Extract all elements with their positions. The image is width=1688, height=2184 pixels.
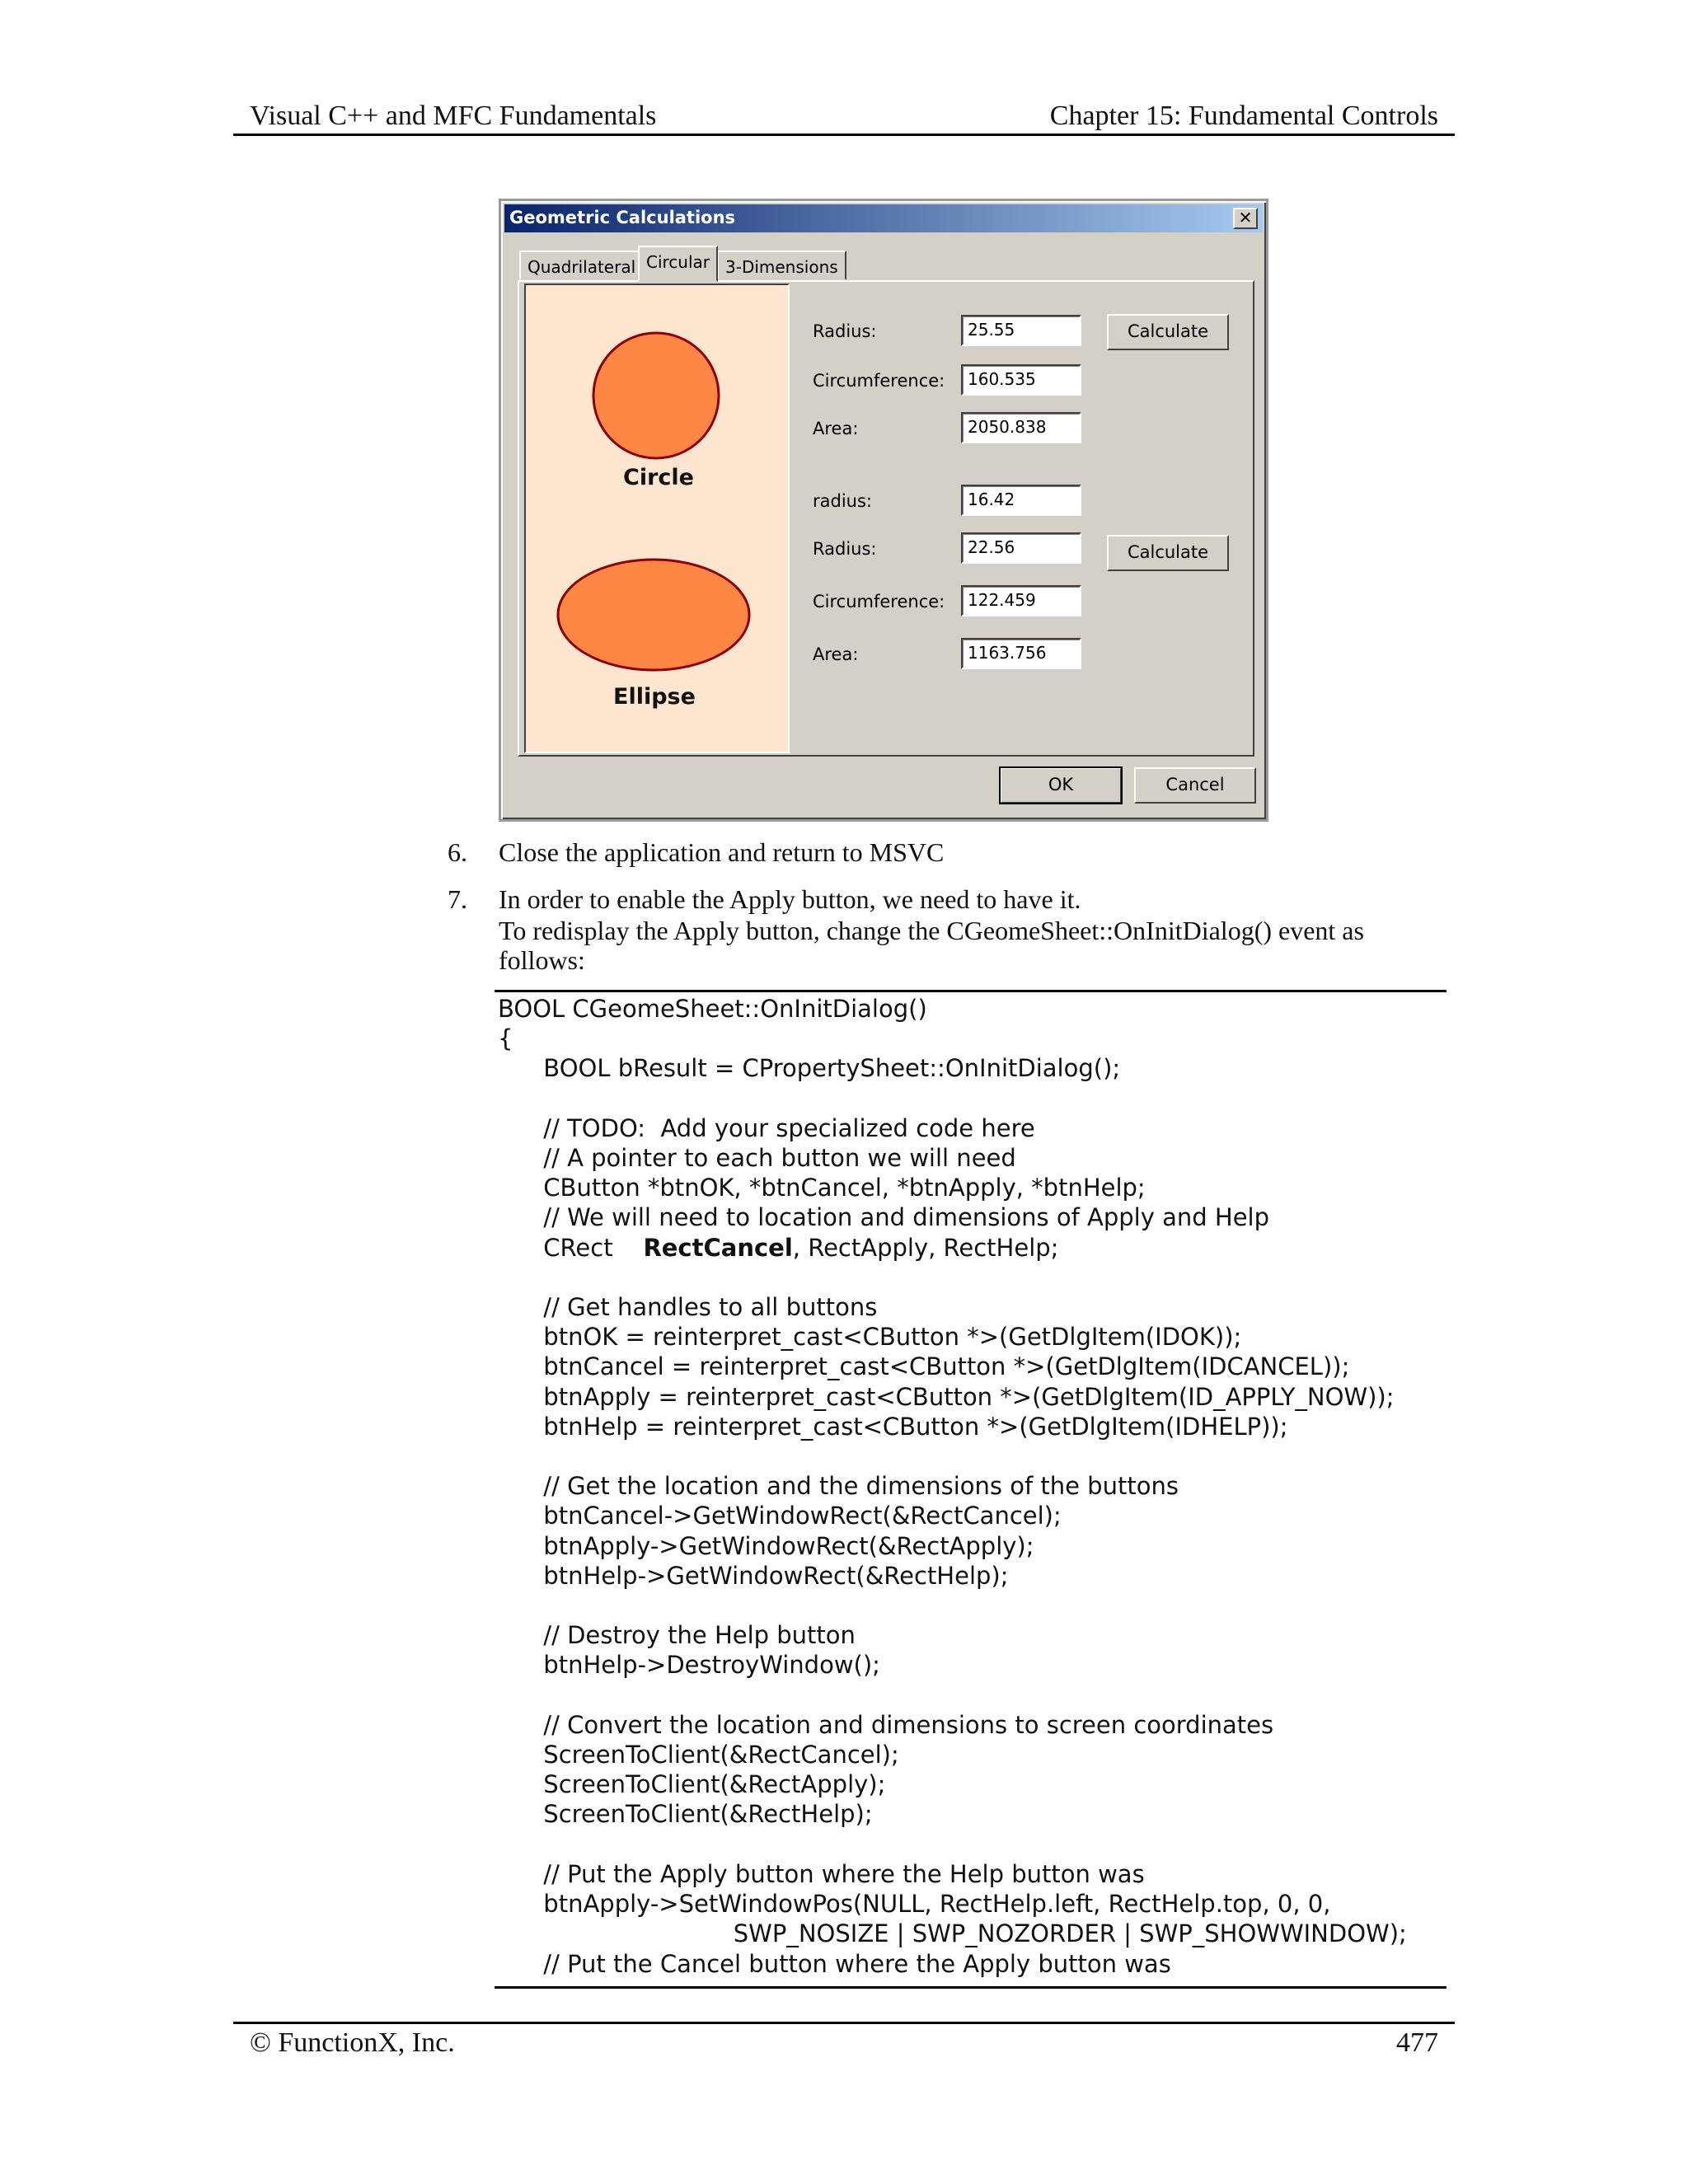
code-line: ScreenToClient(&RectCancel); [498,1741,899,1769]
code-line: btnApply->GetWindowRect(&RectApply); [498,1531,1034,1560]
title-bar [504,204,1263,232]
ellipse-label: Ellipse [613,684,696,710]
circle-label: Circle [623,465,694,490]
code-line: btnApply->SetWindowPos(NULL, RectHelp.left, RectHelp.top, 0, 0, [498,1890,1331,1919]
code-line [498,1084,1407,1113]
code-line: { [498,1024,513,1053]
code-line [498,1830,1407,1859]
shapes-drawing [526,285,788,752]
code-line: btnApply = reinterpret_cast<CButton *>(GetDlgItem(ID_APPLY_NOW)); [498,1382,1395,1411]
code-line: // Put the Cancel button where the Apply button was [498,1949,1171,1978]
book-title: Visual C++ and MFC Fundamentals [250,101,657,131]
ok-button[interactable]: OK [1000,767,1122,804]
ellipse-radius-input[interactable]: 22.56 [961,532,1081,564]
code-line: // Destroy the Help button [498,1621,856,1650]
ellipse-minor-radius-input[interactable]: 16.42 [961,485,1081,516]
code-line [498,1441,1407,1471]
code-line: btnCancel = reinterpret_cast<CButton *>(GetDlgItem(IDCANCEL)); [498,1352,1350,1381]
step-text: In order to enable the Apply button, we need to have it. [499,884,1081,914]
tab-3-dimensions[interactable]: 3-Dimensions [717,251,846,280]
tab-circular[interactable]: Circular [638,246,718,282]
page-footer [233,2022,1455,2058]
code-line [498,1591,1407,1620]
code-line: CButton *btnOK, *btnCancel, *btnApply, *btnHelp; [498,1174,1146,1202]
code-line: btnHelp = reinterpret_cast<CButton *>(GetDlgItem(IDHELP)); [498,1412,1288,1441]
circle-area-label: Area: [813,419,859,438]
cancel-button[interactable]: Cancel [1134,767,1256,804]
code-line: // A pointer to each button we will need [498,1144,1016,1173]
copyright: © FunctionX, Inc. [250,2027,455,2058]
circle-radius-input[interactable]: 25.55 [961,315,1081,346]
code-line: CRect RectCancel, RectApply, RectHelp; [498,1233,1059,1262]
close-icon: ✕ [1238,208,1253,227]
code-line: BOOL bResult = CPropertySheet::OnInitDialog(); [498,1054,1121,1083]
code-line: ScreenToClient(&RectHelp); [498,1800,873,1829]
shape-preview-panel [524,284,790,753]
code-line: // We will need to location and dimensions of Apply and Help [498,1203,1270,1232]
code-line: // Get handles to all buttons [498,1293,878,1322]
close-button[interactable] [1233,208,1258,229]
page-header [233,97,1455,136]
code-line: ScreenToClient(&RectApply); [498,1770,886,1799]
ellipse-area-label: Area: [813,644,859,664]
circle-calculate-button[interactable]: Calculate [1107,314,1229,350]
code-line [498,1680,1407,1710]
circle-circumference-label: Circumference: [813,371,945,391]
code-line: btnCancel->GetWindowRect(&RectCancel); [498,1502,1062,1530]
page-number: 477 [1396,2027,1438,2058]
ellipse-radius-label: Radius: [813,539,877,559]
code-line: // Convert the location and dimensions to screen coordinates [498,1710,1274,1739]
circle-circumference-field[interactable]: 160.535 [961,364,1081,396]
code-line [498,1263,1407,1292]
circle-radius-label: Radius: [813,321,877,341]
code-line: // TODO: Add your specialized code here [498,1113,1035,1142]
code-top-rule [495,990,1447,992]
ellipse-circumference-field[interactable]: 122.459 [961,585,1081,616]
code-line: btnOK = reinterpret_cast<CButton *>(GetDlgItem(IDOK)); [498,1323,1242,1352]
step-number: 6. [448,837,467,867]
circle-area-field[interactable]: 2050.838 [961,412,1081,443]
ellipse-minor-radius-label: radius: [813,491,872,511]
code-listing [498,994,1407,1979]
ellipse-area-field[interactable]: 1163.756 [961,638,1081,669]
code-line: btnHelp->DestroyWindow(); [498,1651,880,1680]
circle-shape [593,333,719,458]
code-line: SWP_NOSIZE | SWP_NOZORDER | SWP_SHOWWINDOW); [498,1919,1407,1948]
tab-quadrilateral[interactable]: Quadrilateral [519,251,644,280]
geometric-calculations-dialog [499,199,1268,822]
ellipse-shape [558,560,749,670]
code-line: btnHelp->GetWindowRect(&RectHelp); [498,1561,1009,1590]
code-bottom-rule [495,1986,1447,1989]
ellipse-circumference-label: Circumference: [813,592,945,612]
step-text: Close the application and return to MSVC [499,837,945,867]
step-number: 7. [448,884,467,914]
bold-identifier: RectCancel [643,1233,793,1262]
ellipse-calculate-button[interactable]: Calculate [1107,535,1229,571]
chapter-title: Chapter 15: Fundamental Controls [1049,101,1438,131]
code-line: // Put the Apply button where the Help button was [498,1859,1145,1888]
code-line: BOOL CGeomeSheet::OnInitDialog() [498,995,927,1023]
step-text-continued: To redisplay the Apply button, change the CGeomeSheet::OnInitDialog() event as follows: [499,916,1364,975]
dialog-title: Geometric Calculations [509,208,736,227]
code-line: // Get the location and the dimensions of the buttons [498,1472,1179,1501]
